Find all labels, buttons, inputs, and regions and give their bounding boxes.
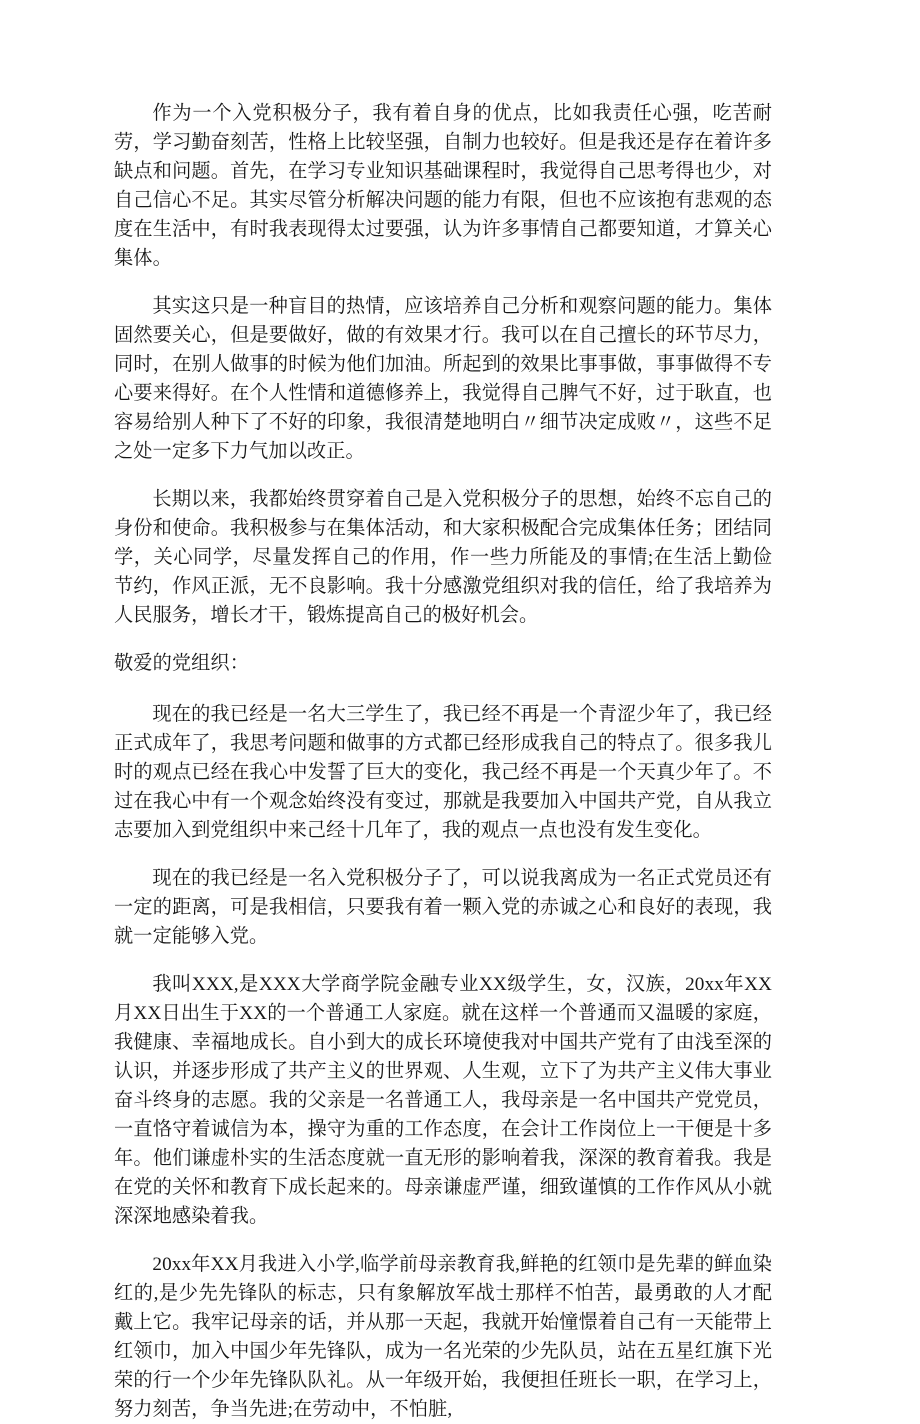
paragraph-salutation: 敬爱的党组织： — [114, 653, 250, 674]
paragraph-primary-school: 20xx年XX月我进入小学,临学前母亲教育我,鲜艳的红领巾是先辈的鲜血染红的,是少先先锋队的标志，只有象解放军战士那样不怕苦，最勇敢的人才配戴上它。我牢记母亲的话，并从那一天起，我就开始憧憬着自己有一天能带上红领巾，加入中国少年先锋队，成为一名光荣的少先队员，站在五星红旗下光荣的行一个少年先锋队队礼。从一年级开始，我便担任班长一职，在学习上，努力刻苦，争当先进;在劳动中，不怕脏, — [114, 1254, 772, 1420]
paragraph-junior-year: 现在的我已经是一名大三学生了，我已经不再是一个青涩少年了，我已经正式成年了，我思考问题和做事的方式都已经形成我自己的特点了。很多我儿时的观点已经在我心中发誓了巨大的变化，我己经不再是一个天真少年了。不过在我心中有一个观念始终没有变过，那就是我要加入中国共产党，自从我立志要加入到党组织中来己经十几年了，我的观点一点也没有发生变化。 — [114, 704, 772, 841]
paragraph-self-assessment: 作为一个入党积极分子，我有着自身的优点，比如我责任心强，吃苦耐劳，学习勤奋刻苦，性格上比较坚强，自制力也较好。但是我还是存在着许多缺点和问题。首先，在学习专业知识基础课程时，我觉得自己思考得也少，对自己信心不足。其实尽管分析解决问题的能力有限，但也不应该抱有悲观的态度在生活中，有时我表现得太过要强，认为许多事情自己都要知道，才算关心集体。 — [114, 103, 772, 269]
paragraph-long-term-commitment: 长期以来，我都始终贯穿着自己是入党积极分子的思想，始终不忘自己的身份和使命。我积极参与在集体活动，和大家积极配合完成集体任务；团结同学，关心同学，尽量发挥自己的作用，作一些力所能及的事情;在生活上勤俭节约，作风正派，无不良影响。我十分感激党组织对我的信任，给了我培养为人民服务，增长才干，锻炼提高自己的极好机会。 — [114, 489, 772, 626]
paragraph-activist-status: 现在的我已经是一名入党积极分子了，可以说我离成为一名正式党员还有一定的距离，可是我相信，只要我有着一颗入党的赤诚之心和良好的表现，我就一定能够入党。 — [114, 868, 772, 947]
paragraph-personal-background: 我叫XXX,是XXX大学商学院金融专业XX级学生，女，汉族，20xx年XX月XX日出生于XX的一个普通工人家庭。就在这样一个普通而又温暖的家庭，我健康、幸福地成长。自小到大的成长环境使我对中国共产党有了由浅至深的认识，并逐步形成了共产主义的世界观、人生观，立下了为共产主义伟大事业奋斗终身的志愿。我的父亲是一名普通工人，我母亲是一名中国共产党党员，一直恪守着诚信为本，操守为重的工作态度，在会计工作岗位上一干便是十多年。他们谦虚朴实的生活态度就一直无形的影响着我，深深的教育着我。我是在党的关怀和教育下成长起来的。母亲谦虚严谨，细致谨慎的工作作风从小就深深地感染着我。 — [114, 974, 772, 1227]
paragraph-blind-enthusiasm: 其实这只是一种盲目的热情，应该培养自己分析和观察问题的能力。集体固然要关心，但是要做好，做的有效果才行。我可以在自己擅长的环节尽力，同时，在别人做事的时候为他们加油。所起到的效果比事事做，事事做得不专心要来得好。在个人性情和道德修养上，我觉得自己脾气不好，过于耿直，也容易给别人种下了不好的印象，我很清楚地明白〃细节决定成败〃，这些不足之处一定多下力气加以改正。 — [114, 296, 772, 462]
document-text-body — [114, 99, 772, 1424]
